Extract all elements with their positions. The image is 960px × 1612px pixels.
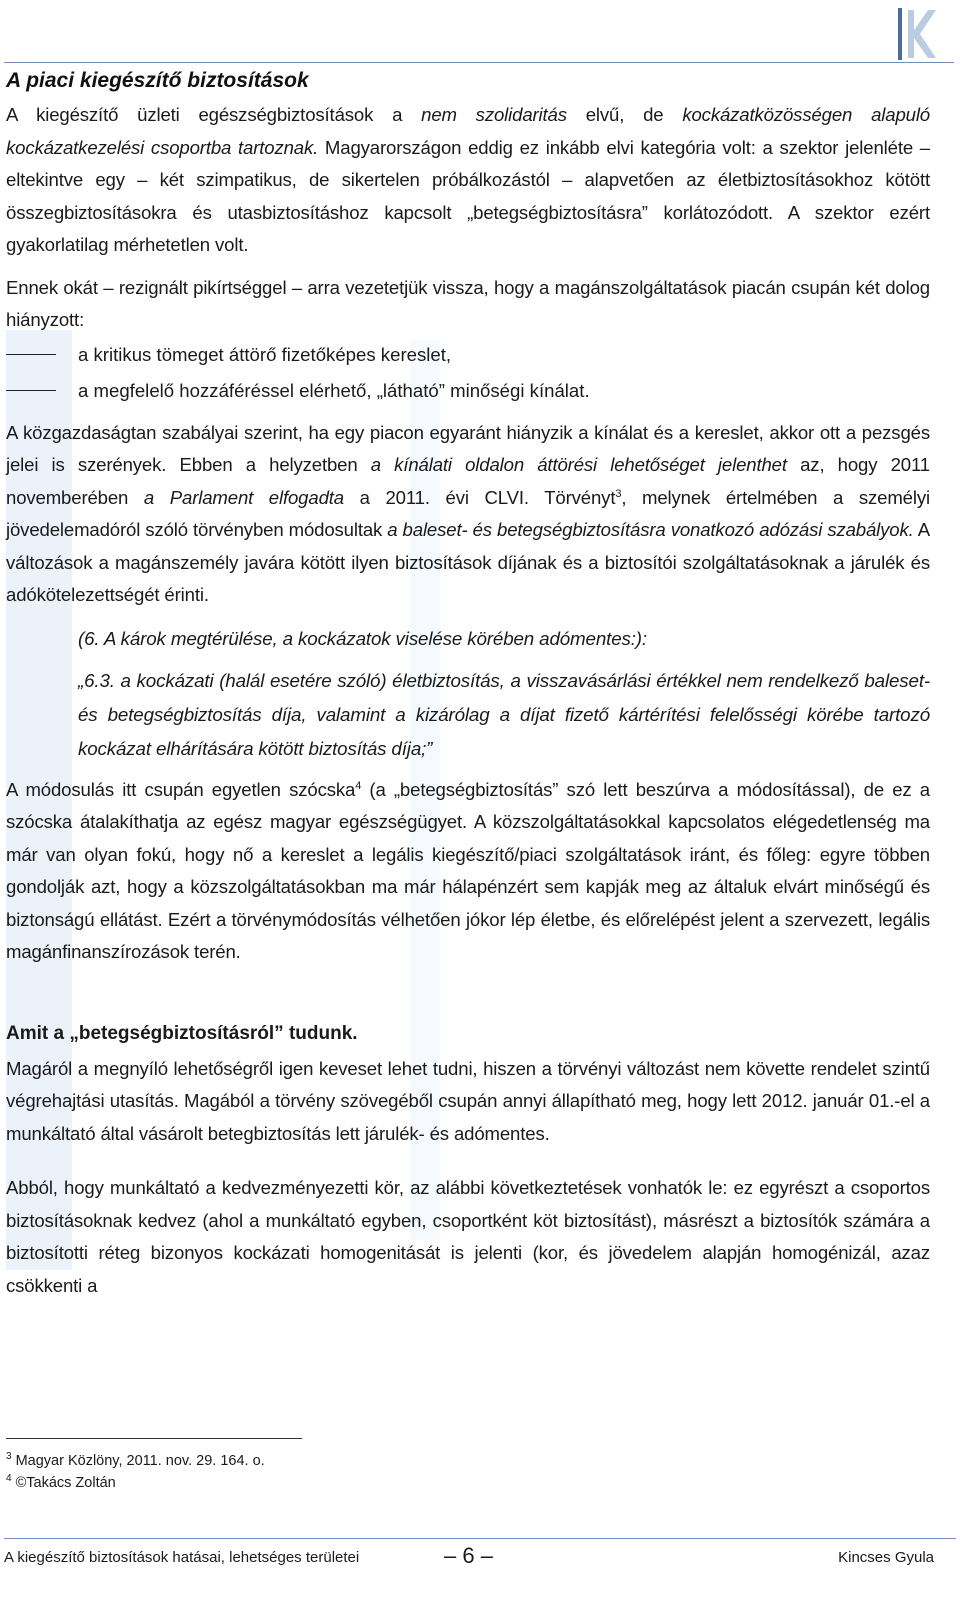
list-item-text: a megfelelő hozzáféréssel elérhető, „látható” minőségi kínálat. [78, 379, 590, 401]
paragraph [6, 99, 930, 262]
law-quote: „6.3. a kockázati (halál esetére szóló) életbiztosítás, a visszavásárlási értékkel nem rendelkező baleset- és betegségbiztosítás díja, valamint a kizárólag a díjat fizető kártérítési felelősségi körébe tartozó kockázat elhárítására kötött biztosítás díja;” [78, 669, 930, 759]
paragraph [6, 774, 930, 969]
page-number: – 6 – [444, 1543, 493, 1568]
text-run: , melynek értelmében a személyi jövedelemadóról szóló törvényben módosultak [6, 486, 930, 540]
list-item [6, 337, 930, 373]
paragraph: Abból, hogy munkáltató a kedvezményezetti kör, az alábbi következtetések vonhatók le: ez egyrészt a csoportos biztosításoknak kedvez (ahol a munkáltató egyben, csoportként köt biztosítást), másrészt a biztosítók számára a biztosítotti réteg bizonyos kockázati homogenitását is jelenti (kor, és jövedelem alapján homogénizál, azaz csökkenti a [6, 1177, 930, 1296]
paragraph: Ennek okát – rezignált pikírtséggel – arra vezetetjük vissza, hogy a magánszolgáltatások piacán csupán két dolog hiányzott: [6, 276, 930, 330]
footnote-ref: 3 [615, 487, 622, 500]
text-run: A kiegészítő üzleti egészségbiztosítások a [6, 104, 422, 125]
text-run: A módosulás itt csupán egyetlen szócska [6, 778, 356, 800]
paragraph: Magáról a megnyíló lehetőségről igen keveset lehet tudni, hiszen a törvényi változást nem követte rendelet szintű végrehajtási utasítás. Magából a törvény szövegéből csupán annyi állapítható meg, hogy lett 2012. január 01.-el a munkáltató által vásárolt betegbiztosítás lett járulék- és adómentes. [6, 1057, 930, 1144]
text-run: a 2011. évi CLVI. Törvényt [343, 486, 616, 508]
page-footer [4, 1543, 956, 1569]
list-item [6, 373, 930, 409]
emphasis: kockázatközösségen alapuló kockázatkezelési csoportba tartoznak. [6, 104, 930, 158]
text-run: (a „betegségbiztosítás” szó lett beszúrva a módosítással), de ez a szócska átalakíthatja az egész magyar egészségügyet. A közszolgáltatásokkal kapcsolatos elégedetlenség ma már van olyan fokú, hogy nő a kereslet a legális kiegészítő/piaci szolgáltatások iránt, és főleg: egyre többen gondolják azt, hogy a közszolgáltatásokban ma már hálapénzért sem kapják meg az általuk elvárt minőségű és biztonságú ellátást. Ezért a törvénymódosítás vélhetően jókor lép életbe, és előrelépést jelent a szervezett, legális magánfinanszírozások terén. [6, 778, 930, 962]
k-letter-logo [898, 6, 938, 62]
footnote-text: ©Takács Zoltán [11, 1475, 116, 1491]
list-item-text: a kritikus tömeget áttörő fizetőképes kereslet, [78, 343, 452, 365]
footnote-text: Magyar Közlöny, 2011. nov. 29. 164. o. [11, 1453, 265, 1469]
text-run: A változások a magánszemély javára kötött ilyen biztosítások díjának és a biztosítói szolgáltatásoknak a járulék és adókötelezettségét érinti. [6, 519, 930, 605]
emphasis: nem szolidaritás [421, 104, 567, 125]
footer-author: Kincses Gyula [838, 1549, 934, 1566]
emphasis: a baleset- és betegségbiztosításra vonatkozó adózási szabályok. [387, 519, 914, 540]
section-heading: Amit a „betegségbiztosításról” tudunk. [6, 1022, 358, 1044]
bullet-list [6, 337, 930, 409]
law-quote-heading: (6. A károk megtérülése, a kockázatok viselése körében adómentes:): [78, 627, 647, 649]
dash-bullet-icon [6, 390, 56, 391]
text-run: A közgazdaságtan szabályai szerint, ha egy piacon egyaránt hiányzik a kínálat és a kereslet, akkor ott a pezsgés jelei is szerények. Ebben a helyzetben [6, 421, 930, 475]
footnote [6, 1450, 265, 1472]
emphasis: a kínálati oldalon áttörési lehetőséget jelenthet [370, 454, 787, 475]
header-divider [4, 62, 954, 63]
footnote [6, 1472, 265, 1494]
footnote-number: 4 [6, 1473, 12, 1485]
text-run: az, hogy 2011 novemberében [6, 454, 930, 508]
footnotes [6, 1450, 265, 1494]
footnote-divider [6, 1438, 302, 1439]
footer-divider [4, 1538, 956, 1539]
footnote-number: 3 [6, 1451, 12, 1463]
dash-bullet-icon [6, 354, 56, 355]
paragraph [6, 417, 930, 612]
text-run: elvű, de [566, 104, 683, 125]
footnote-ref: 4 [355, 779, 362, 792]
footer-document-title: A kiegészítő biztosítások hatásai, lehetséges területei [4, 1549, 360, 1566]
document-body [6, 66, 930, 1302]
section-title: A piaci kiegészítő biztosítások [6, 69, 309, 92]
text-run: Magyarországon eddig ez inkább elvi kategória volt: a szektor jelenléte – eltekintve egy – két szimpatikus, de sikertelen próbálkozástól – alapvetően az életbiztosításokhoz kötött összegbiztosításokra és utasbiztosításhoz kapcsolt „betegségbiztosításra” korlátozódott. A szektor ezért gyakorlatilag mérhetetlen volt. [6, 136, 930, 255]
emphasis: a Parlament elfogadta [143, 486, 344, 508]
